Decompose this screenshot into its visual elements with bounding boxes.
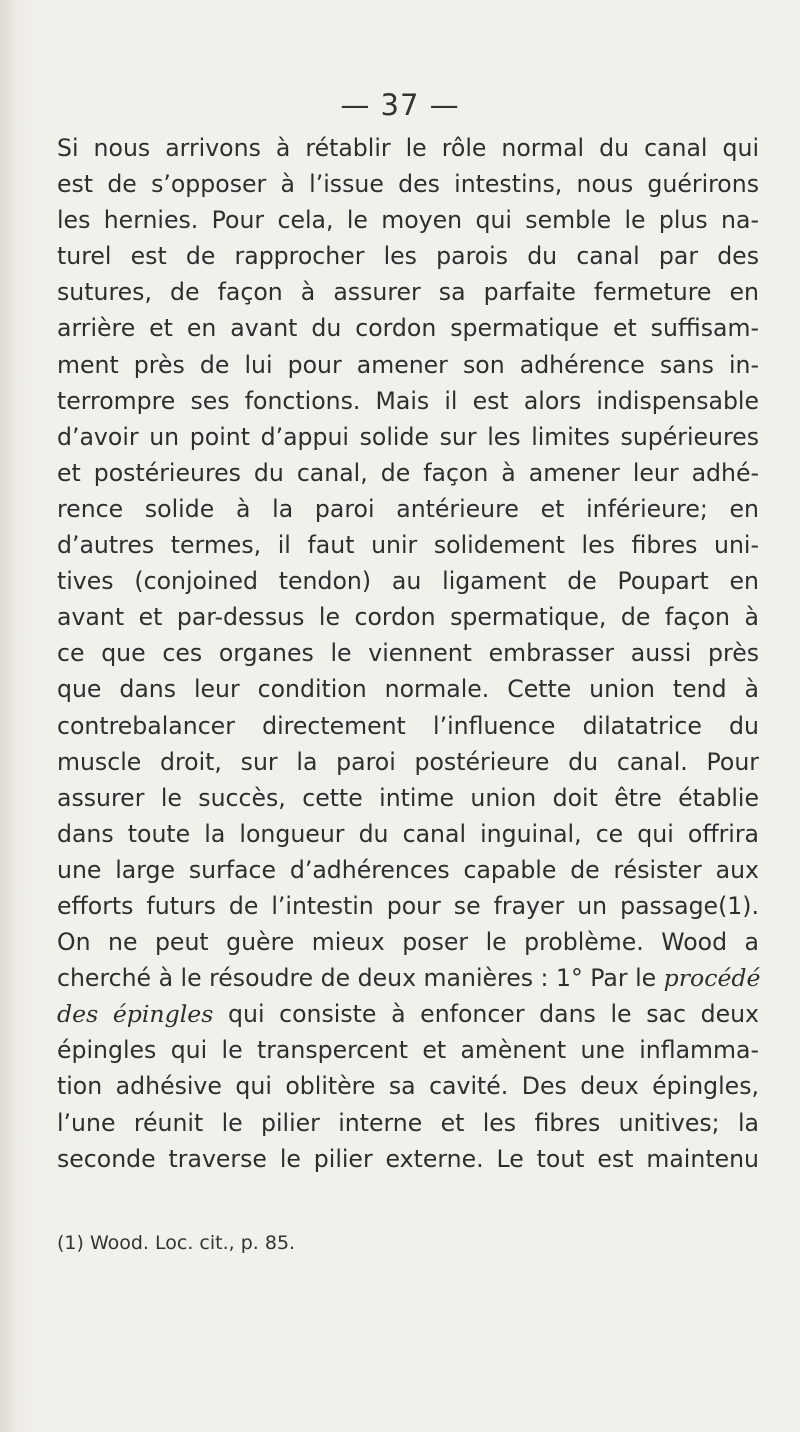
text-line-1: Si nous arrivons à rétablir le rôle normal du canal qui xyxy=(57,134,759,162)
body-text xyxy=(57,130,759,1177)
text-line-25-italic: des épingles xyxy=(57,1000,214,1029)
text-line-25 xyxy=(57,996,759,1032)
text-line-24-italic: procédé xyxy=(663,964,761,993)
text-line-7: ment près de lui pour amener son adhérence sans in- xyxy=(57,350,759,379)
text-line-20: dans toute la longueur du canal inguinal, ce qui offrira xyxy=(57,819,759,848)
text-line-2: est de s’opposer à l’issue des intestins, nous guérirons xyxy=(57,170,759,199)
text-line-3: les hernies. Pour cela, le moyen qui semble le plus na- xyxy=(57,206,759,235)
text-line-8: terrompre ses fonctions. Mais il est alors indispensable xyxy=(57,386,759,415)
text-line-5: sutures, de façon à assurer sa parfaite fermeture en xyxy=(57,278,759,307)
text-line-12: d’autres termes, il faut unir solidement les fibres uni- xyxy=(57,531,759,560)
text-line-24 xyxy=(57,960,759,996)
text-line-17: contrebalancer directement l’influence dilatatrice du xyxy=(57,711,759,740)
text-line-29: seconde traverse le pilier externe. Le tout est maintenu xyxy=(57,1144,759,1173)
page-number: — 37 — xyxy=(340,88,460,122)
text-line-13: tives (conjoined tendon) au ligament de Poupart en xyxy=(57,567,759,596)
text-line-16: que dans leur condition normale. Cette union tend à xyxy=(57,675,759,704)
text-line-19: assurer le succès, cette intime union doit être établie xyxy=(57,783,759,812)
footnote: (1) Wood. Loc. cit., p. 85. xyxy=(57,1232,296,1254)
text-line-6: arrière et en avant du cordon spermatique et suffisam- xyxy=(57,314,759,343)
text-line-28: l’une réunit le pilier interne et les fibres unitives; la xyxy=(57,1108,759,1137)
text-line-9: d’avoir un point d’appui solide sur les limites supérieures xyxy=(57,422,759,451)
text-line-22: efforts futurs de l’intestin pour se frayer un passage(1). xyxy=(57,891,759,920)
text-line-18: muscle droit, sur la paroi postérieure du canal. Pour xyxy=(57,747,759,776)
text-line-15: ce que ces organes le viennent embrasser aussi près xyxy=(57,639,759,668)
text-line-27: tion adhésive qui oblitère sa cavité. Des deux épingles, xyxy=(57,1072,759,1101)
text-line-24-roman: cherché à le résoudre de deux manières : 1° Par le xyxy=(57,964,657,993)
text-line-25-roman: qui consiste à enfoncer dans le sac deux xyxy=(228,1000,760,1029)
text-line-10: et postérieures du canal, de façon à amener leur adhé- xyxy=(57,458,759,487)
text-line-26: épingles qui le transpercent et amènent une inflamma- xyxy=(57,1036,759,1065)
text-line-14: avant et par-dessus le cordon spermatique, de façon à xyxy=(57,603,759,632)
text-line-11: rence solide à la paroi antérieure et inférieure; en xyxy=(57,494,759,523)
text-line-23: On ne peut guère mieux poser le problème. Wood a xyxy=(57,928,759,957)
text-line-4: turel est de rapprocher les parois du canal par des xyxy=(57,242,759,271)
text-line-21: une large surface d’adhérences capable de résister aux xyxy=(57,855,759,884)
